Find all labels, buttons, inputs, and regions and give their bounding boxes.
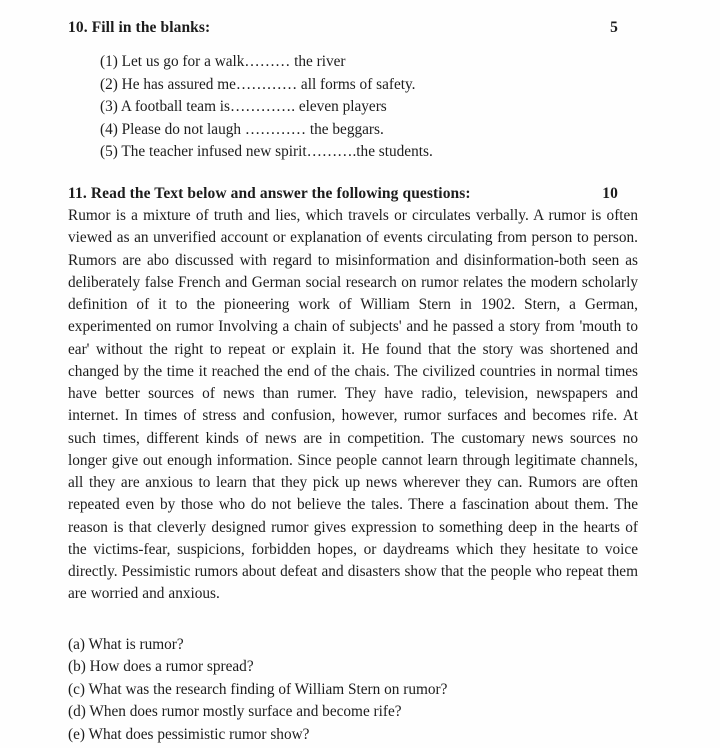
page-content	[68, 18, 638, 746]
reading-passage: Rumor is a mixture of truth and lies, which travels or circulates verbally. A rumor is often viewed as an unverified account or explanation of events circulating from person to person. Rumors are abo discussed with regard to misinformation and disinformation-both seen as deliberately false French and German social research on rumor relates the modern scholarly definition of it to the pioneering work of William Stern in 1902. Stern, a German, experimented on rumor Involving a chain of subjects' and he passed a story from 'mouth to ear' without the right to repeat or explain it. He found that the story was shortened and changed by the time it reached the end of the chais. The civilized countries in normal times have better sources of news than rumer. They have radio, television, newspapers and internet. In times of stress and confusion, however, rumor surfaces and becomes rife. At such times, different kinds of news are in competition. The customary news sources no longer give out enough information. Since people cannot learn through legitimate channels, all they are anxious to learn that they pick up news wherever they can. Rumors are often repeated even by those who do not believe the tales. There a fascination about them. The reason is that cleverly designed rumor gives expression to something deep in the hearts of the victims-fear, suspicions, forbidden hopes, or daydreams which they hesitate to voice directly. Pessimistic rumors about defeat and disasters show that the people who repeat them are worried and anxious.	[68, 207, 638, 603]
question-10-label: Fill in the blanks:	[91, 19, 211, 36]
question-11-block	[68, 184, 638, 746]
blank-item-5: (5) The teacher infused new spirit……….the students.	[100, 143, 433, 161]
sub-question-a: (a) What is rumor?	[68, 635, 184, 653]
question-11-title-group	[68, 184, 471, 203]
sub-question-b: (b) How does a rumor spread?	[68, 658, 254, 676]
blank-item-2: (2) He has assured me………… all forms of safety.	[100, 75, 416, 93]
question-11-label: Read the Text below and answer the following questions:	[90, 184, 471, 202]
question-10-marks: 5	[610, 19, 618, 36]
blank-item-4: (4) Please do not laugh ………… the beggars.	[100, 120, 384, 138]
question-11-number: 11.	[68, 184, 87, 202]
question-10-number: 10.	[68, 19, 88, 36]
sub-question-e: (e) What does pessimistic rumor show?	[68, 725, 310, 743]
question-10-heading	[68, 18, 638, 37]
blank-item-1: (1) Let us go for a walk……… the river	[100, 53, 346, 71]
question-11-heading	[68, 184, 638, 203]
sub-question-c: (c) What was the research finding of William Stern on rumor?	[68, 680, 448, 698]
sub-questions-list	[68, 634, 638, 746]
question-11-marks: 10	[602, 184, 618, 202]
blank-item-3: (3) A football team is…………. eleven players	[100, 98, 387, 116]
question-10-title-group	[68, 18, 210, 37]
fill-in-the-blanks-list	[100, 51, 638, 163]
sub-question-d: (d) When does rumor mostly surface and become rife?	[68, 703, 402, 721]
